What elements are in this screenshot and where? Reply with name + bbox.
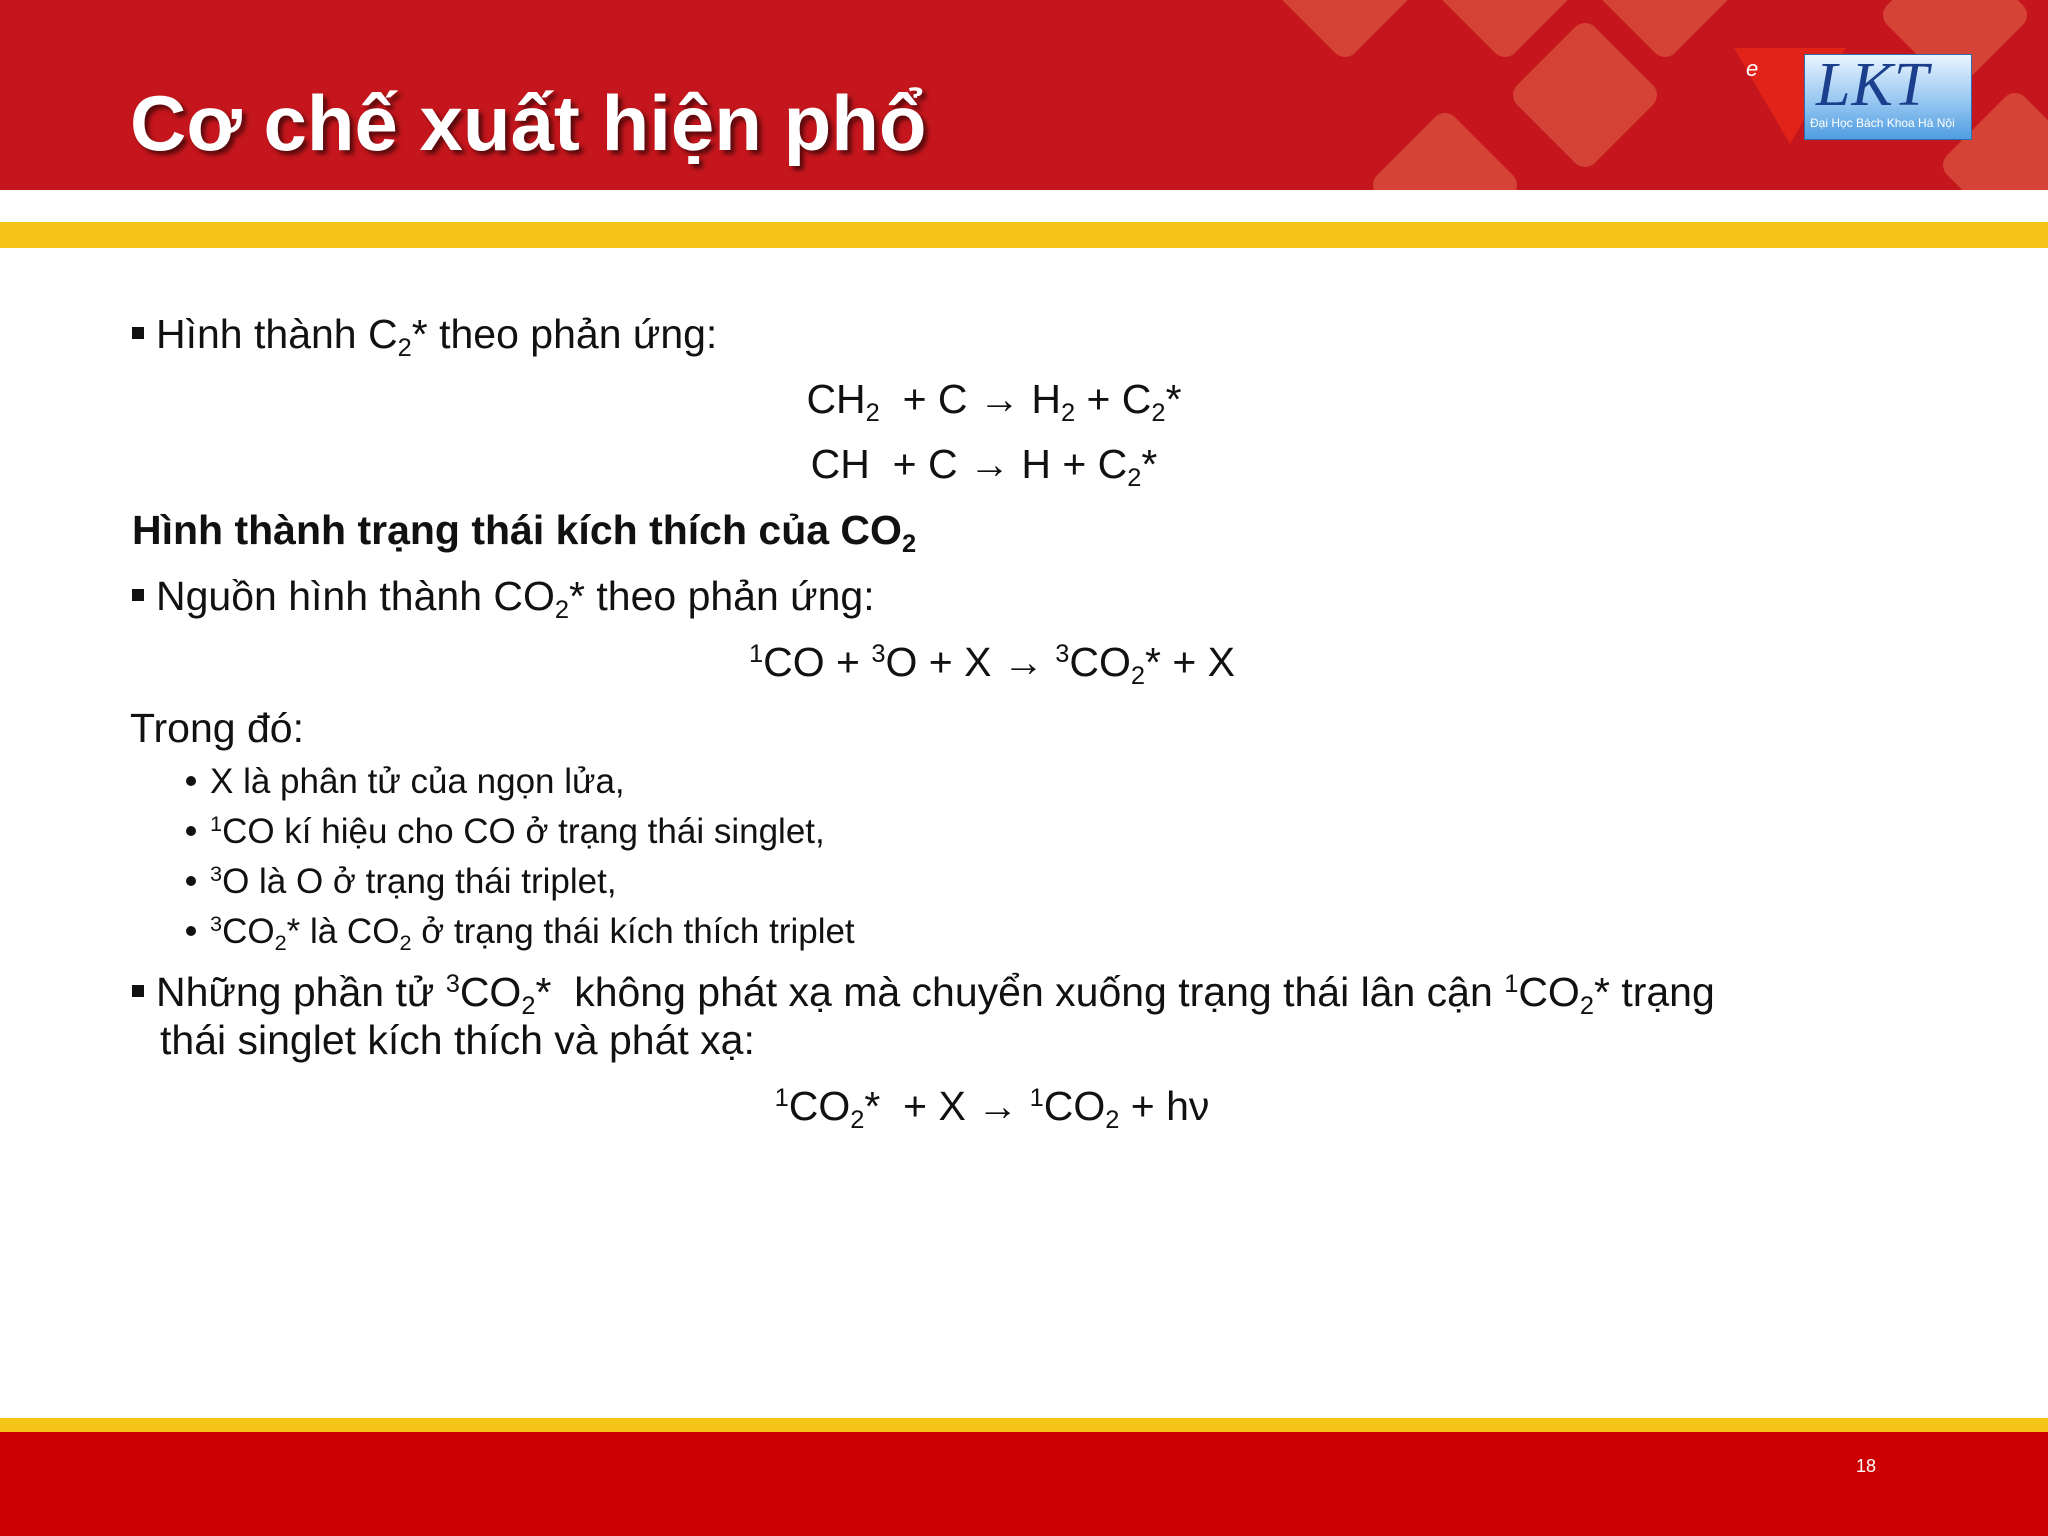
subscript: 2 [1130, 662, 1145, 691]
text: Hình thành trạng thái kích thích của CO [132, 507, 902, 553]
text: CO [1043, 1083, 1106, 1129]
bullet-co2-source [132, 572, 875, 625]
text: * là CO [286, 912, 400, 951]
round-bullet-icon [186, 926, 196, 936]
text: + hν [1119, 1083, 1210, 1129]
text: CO + [763, 639, 872, 685]
text: * [1165, 376, 1182, 422]
superscript: 3 [1055, 640, 1070, 669]
heading-co2-excited [132, 506, 917, 559]
decor-diamond [1507, 17, 1663, 173]
superscript: 1 [774, 1084, 789, 1113]
superscript: 3 [445, 970, 460, 999]
subscript: 2 [865, 399, 880, 428]
subscript: 2 [901, 530, 917, 559]
subscript: 2 [554, 596, 570, 625]
subscript: 2 [397, 334, 412, 363]
list-item [186, 808, 825, 856]
bullet-3co2-transition-line2: thái singlet kích thích và phát xạ: [160, 1017, 755, 1063]
text: + C [1075, 376, 1152, 422]
list-item [186, 758, 625, 806]
text: CH [806, 376, 866, 422]
text: CO [788, 1083, 851, 1129]
round-bullet-icon [186, 826, 196, 836]
text: Những phần tử [156, 969, 446, 1015]
superscript: 1 [1029, 1084, 1044, 1113]
subscript: 2 [1127, 464, 1142, 493]
text: O + X → [885, 639, 1056, 685]
text: CH + C → H + C [810, 441, 1128, 487]
superscript: 1 [210, 811, 223, 837]
subscript: 2 [850, 1106, 865, 1135]
bottom-yellow-stripe [0, 1418, 2048, 1432]
logo-text: LKT [1816, 51, 1930, 119]
text: + C → H [879, 376, 1061, 422]
slide-title: Cơ chế xuất hiện phổ [130, 79, 927, 167]
list-item [186, 908, 855, 956]
equation-ch [0, 440, 2008, 493]
text: Nguồn hình thành CO [156, 573, 555, 619]
superscript: 3 [871, 640, 886, 669]
superscript: 3 [210, 911, 223, 937]
logo-e-mark: e [1746, 56, 1759, 81]
footer-banner [0, 1432, 2048, 1536]
round-bullet-icon [186, 876, 196, 886]
text: Hình thành C [156, 311, 398, 357]
text: * [1141, 441, 1158, 487]
subscript: 2 [1060, 399, 1076, 428]
text: CO [459, 969, 522, 1015]
square-bullet-icon [132, 327, 144, 339]
bullet-formation-c2 [132, 310, 718, 363]
superscript: 1 [748, 640, 764, 669]
text: * theo phản ứng: [569, 573, 875, 619]
text: * + X → [864, 1083, 1030, 1129]
square-bullet-icon [132, 985, 144, 997]
equation-emission [0, 1082, 2016, 1135]
text: ở trạng thái kích thích triplet [411, 912, 855, 951]
decor-diamond [1267, 0, 1423, 63]
subscript: 2 [1151, 399, 1166, 428]
text: * trạng [1593, 969, 1715, 1015]
logo-subtitle: Đại Học Bách Khoa Hà Nội [1810, 116, 1955, 130]
square-bullet-icon [132, 589, 144, 601]
text: * không phát xạ mà chuyển xuống trạng thái lân cận [535, 969, 1505, 1015]
text: O là O ở trạng thái triplet, [222, 862, 617, 901]
text: CO kí hiệu cho CO ở trạng thái singlet, [222, 812, 825, 851]
subscript: 2 [399, 929, 412, 955]
lkt-logo [1734, 48, 1972, 144]
bullet-3co2-transition [132, 968, 1715, 1021]
equation-ch2 [0, 375, 2018, 428]
text: * + X [1145, 639, 1236, 685]
text: X là phân tử của ngọn lửa, [210, 762, 625, 801]
superscript: 1 [1504, 970, 1519, 999]
text: * theo phản ứng: [411, 311, 718, 357]
list-item [186, 858, 617, 906]
top-yellow-stripe [0, 222, 2048, 248]
decor-diamond [1367, 107, 1523, 190]
trong-do-label: Trong đó: [130, 705, 304, 751]
subscript: 2 [1579, 992, 1594, 1021]
superscript: 3 [210, 861, 223, 887]
text: CO [1518, 969, 1580, 1015]
subscript: 2 [274, 929, 287, 955]
equation-co-o [0, 638, 2016, 691]
page-number: 18 [1855, 1456, 1876, 1476]
text: CO [1069, 639, 1131, 685]
subscript: 2 [1105, 1106, 1120, 1135]
header-banner [0, 0, 2048, 190]
subscript: 2 [521, 992, 536, 1021]
round-bullet-icon [186, 776, 196, 786]
text: CO [222, 912, 275, 951]
